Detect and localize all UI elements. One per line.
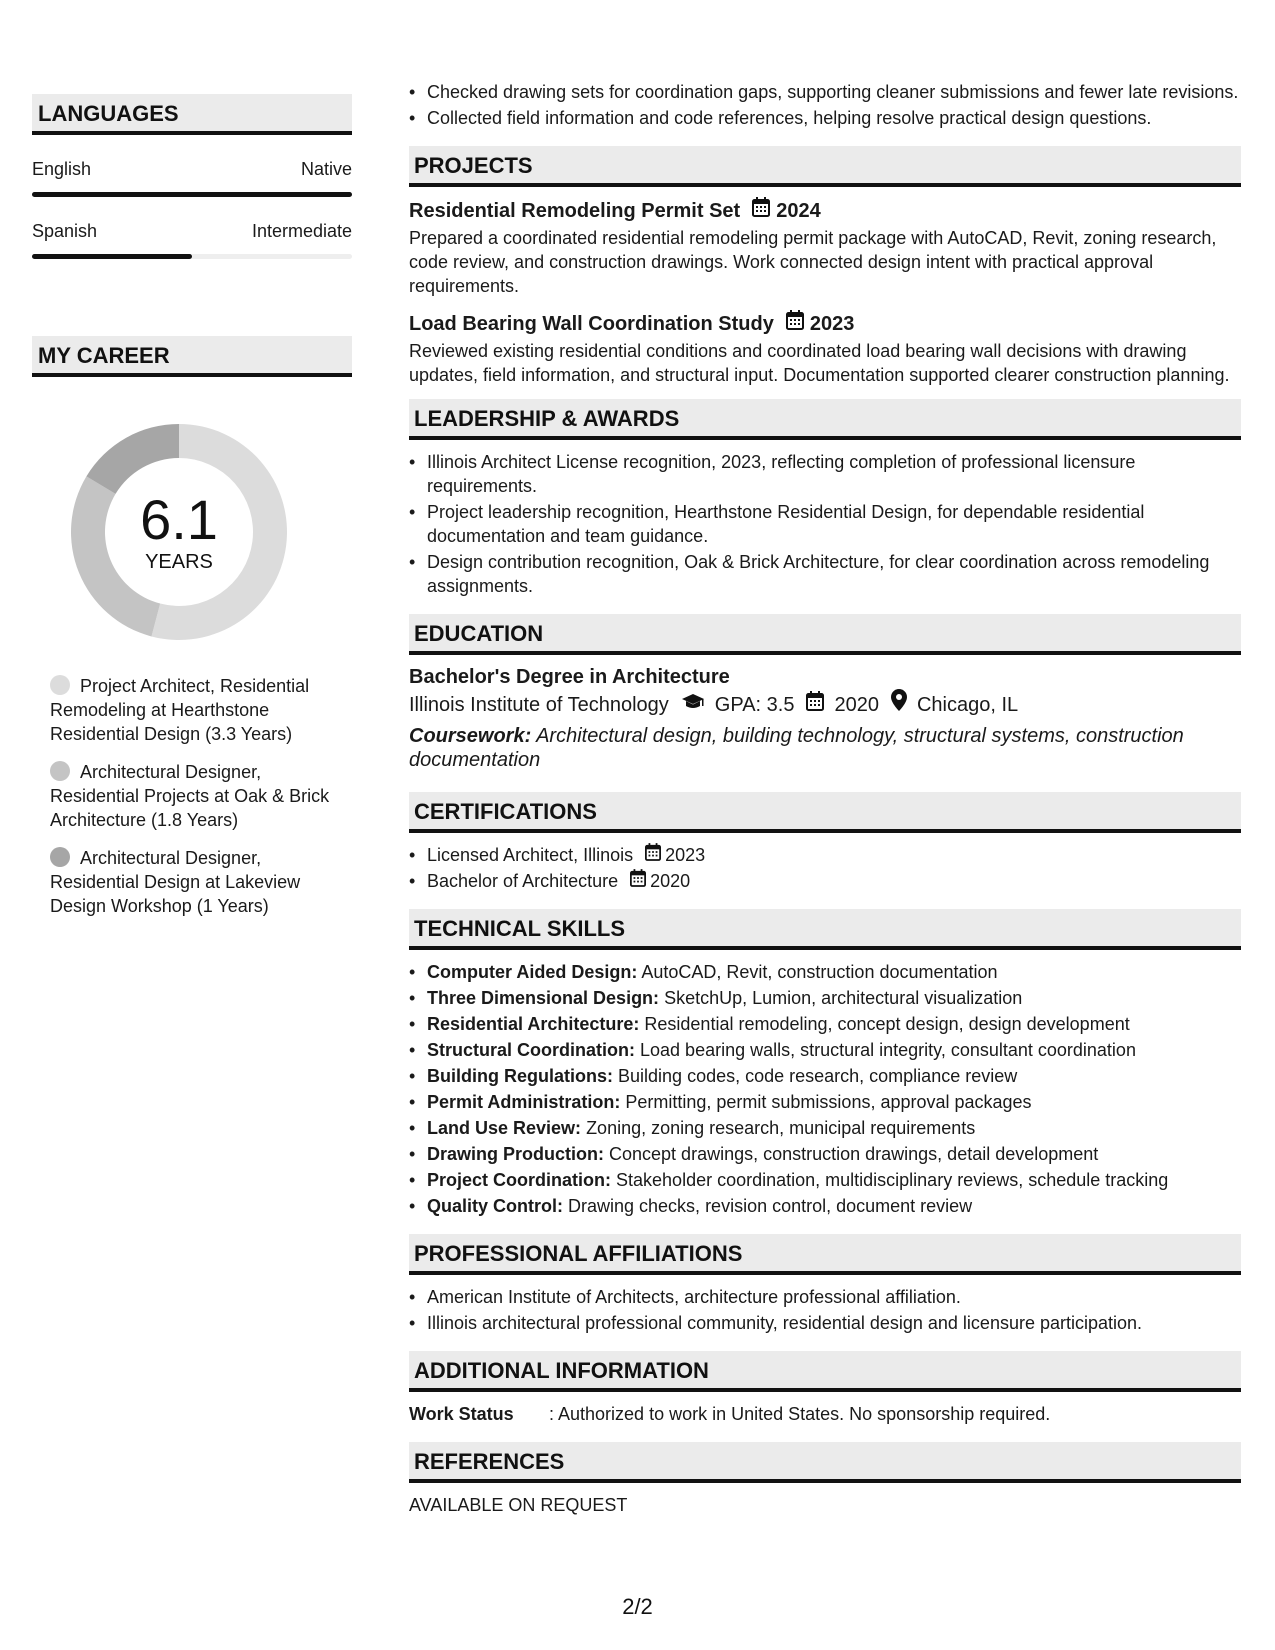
skill-values: Building codes, code research, compliance review (618, 1066, 1018, 1086)
language-proficiency-bar (32, 254, 352, 259)
additional-info-heading: ADDITIONAL INFORMATION (409, 1351, 1241, 1392)
certification-item (427, 869, 1241, 893)
skill-category: Permit Administration: (427, 1092, 621, 1112)
skill-values: AutoCAD, Revit, construction documentation (641, 962, 998, 982)
skill-item (427, 986, 1241, 1010)
calendar-icon (786, 310, 804, 337)
language-name: Spanish (32, 221, 98, 241)
coursework (409, 724, 1241, 772)
calendar-icon (645, 843, 661, 867)
skills-heading: TECHNICAL SKILLS (409, 909, 1241, 950)
project-item (409, 310, 1241, 387)
language-proficiency-fill (32, 192, 352, 197)
project-description: Prepared a coordinated residential remodeling permit package with AutoCAD, Revit, zoning research, code review, and construction drawings. Work connected design intent with practical approval requirements. (409, 228, 1217, 296)
sidebar (32, 94, 352, 932)
language-name: English (32, 159, 92, 179)
skill-values: Load bearing walls, structural integrity, consultant coordination (640, 1040, 1136, 1060)
certification-item (427, 843, 1241, 867)
language-proficiency-fill (32, 254, 192, 259)
career-heading: MY CAREER (32, 336, 352, 377)
skill-category: Drawing Production: (427, 1144, 604, 1164)
location-pin-icon (891, 689, 907, 720)
skill-category: Quality Control: (427, 1196, 563, 1216)
certification-name: • Bachelor of Architecture (427, 871, 619, 891)
experience-bullet: • Collected field information and code references, helping resolve practical design questions. (427, 106, 1241, 130)
degree-title: Bachelor's Degree in Architecture (409, 666, 730, 688)
calendar-icon (752, 197, 770, 224)
main-content (409, 80, 1241, 1517)
skill-item (427, 1142, 1241, 1166)
skill-item (427, 1038, 1241, 1062)
skill-category: Project Coordination: (427, 1170, 611, 1190)
project-year: 2023 (809, 312, 855, 335)
career-legend-item (50, 846, 335, 918)
certifications-list (409, 843, 1241, 893)
award-item: • Illinois Architect License recognition, 2023, reflecting completion of professional licensure requirements. (427, 450, 1241, 498)
career-legend (32, 674, 352, 918)
language-level: Native (300, 159, 352, 179)
legend-dot-icon (50, 675, 70, 695)
skills-list (409, 960, 1241, 1218)
skill-values: Stakeholder coordination, multidisciplinary reviews, schedule tracking (616, 1170, 1169, 1190)
skill-category: Three Dimensional Design: (427, 988, 660, 1008)
awards-list (409, 450, 1241, 598)
experience-bullet: • Checked drawing sets for coordination gaps, supporting cleaner submissions and fewer late revisions. (427, 80, 1241, 104)
skill-values: Permitting, permit submissions, approval packages (625, 1092, 1032, 1112)
language-level: Intermediate (251, 221, 352, 241)
project-item (409, 197, 1241, 298)
skill-item (427, 1012, 1241, 1036)
skill-item (427, 1194, 1241, 1218)
school-name: Illinois Institute of Technology (409, 693, 669, 716)
work-status-value: : Authorized to work in United States. No sponsorship required. (549, 1404, 1051, 1424)
work-status-label: Work Status (409, 1404, 514, 1424)
award-item: • Design contribution recognition, Oak & Brick Architecture, for clear coordination across remodeling assignments. (427, 550, 1241, 598)
skill-values: Zoning, zoning research, municipal requirements (586, 1118, 976, 1138)
skill-item (427, 960, 1241, 984)
coursework-text: Architectural design, building technology, structural systems, construction documentation (409, 725, 1184, 771)
skill-category: Structural Coordination: (427, 1040, 635, 1060)
career-legend-item (50, 760, 335, 832)
award-item: • Project leadership recognition, Hearthstone Residential Design, for dependable residential documentation and team guidance. (427, 500, 1241, 548)
skill-category: Residential Architecture: (427, 1014, 640, 1034)
work-status-row (409, 1402, 1241, 1426)
page-number: 2/2 (622, 1594, 653, 1619)
languages-heading: LANGUAGES (32, 94, 352, 135)
skill-item (427, 1116, 1241, 1140)
career-donut-chart (67, 420, 291, 644)
skill-values: Drawing checks, revision control, document review (568, 1196, 973, 1216)
project-description: Reviewed existing residential conditions and coordinated load bearing wall decisions with drawing updates, field information, and structural input. Documentation supported clearer construction planning. (409, 341, 1230, 385)
education-heading: EDUCATION (409, 614, 1241, 655)
education-item (409, 665, 1241, 772)
language-item (32, 159, 352, 197)
career-total-value: 6.1 (140, 488, 218, 551)
skill-item (427, 1064, 1241, 1088)
references-text: AVAILABLE ON REQUEST (409, 1495, 628, 1515)
school-location: Chicago, IL (916, 693, 1019, 716)
skill-values: Concept drawings, construction drawings, detail development (609, 1144, 1099, 1164)
graduation-year: 2020 (834, 693, 879, 716)
graduation-cap-icon (681, 690, 705, 720)
skill-item (427, 1168, 1241, 1192)
awards-heading: LEADERSHIP & AWARDS (409, 399, 1241, 440)
calendar-icon (806, 690, 824, 720)
calendar-icon (630, 869, 646, 893)
skill-values: Residential remodeling, concept design, design development (644, 1014, 1130, 1034)
experience-bullets (409, 80, 1241, 130)
skill-category: Computer Aided Design: (427, 962, 638, 982)
affiliations-list (409, 1285, 1241, 1335)
career-legend-label: Project Architect, Residential Remodeling at Hearthstone Residential Design (3.3 Years) (50, 676, 310, 744)
project-year: 2024 (776, 199, 821, 222)
career-legend-label: Architectural Designer, Residential Design at Lakeview Design Workshop (1 Years) (50, 848, 301, 916)
legend-dot-icon (50, 847, 70, 867)
project-name: Load Bearing Wall Coordination Study (409, 312, 774, 335)
projects-heading: PROJECTS (409, 146, 1241, 187)
certifications-heading: CERTIFICATIONS (409, 792, 1241, 833)
skill-category: Land Use Review: (427, 1118, 582, 1138)
affiliation-item: • Illinois architectural professional community, residential design and licensure participation. (427, 1311, 1241, 1335)
legend-dot-icon (50, 761, 70, 781)
career-total-unit: YEARS (145, 551, 213, 573)
language-proficiency-bar (32, 192, 352, 197)
career-legend-item (50, 674, 335, 746)
skill-values: SketchUp, Lumion, architectural visualization (664, 988, 1023, 1008)
career-legend-label: Architectural Designer, Residential Projects at Oak & Brick Architecture (1.8 Years) (50, 762, 330, 830)
certification-year: 2020 (650, 871, 691, 891)
language-item (32, 221, 352, 259)
references-heading: REFERENCES (409, 1442, 1241, 1483)
affiliations-heading: PROFESSIONAL AFFILIATIONS (409, 1234, 1241, 1275)
certification-year: 2023 (665, 845, 706, 865)
coursework-label: Coursework: (409, 725, 532, 747)
skill-item (427, 1090, 1241, 1114)
skill-category: Building Regulations: (427, 1066, 613, 1086)
certification-name: • Licensed Architect, Illinois (427, 845, 634, 865)
affiliation-item: • American Institute of Architects, architecture professional affiliation. (427, 1285, 1241, 1309)
project-name: Residential Remodeling Permit Set (409, 199, 741, 222)
gpa: GPA: 3.5 (714, 693, 795, 716)
